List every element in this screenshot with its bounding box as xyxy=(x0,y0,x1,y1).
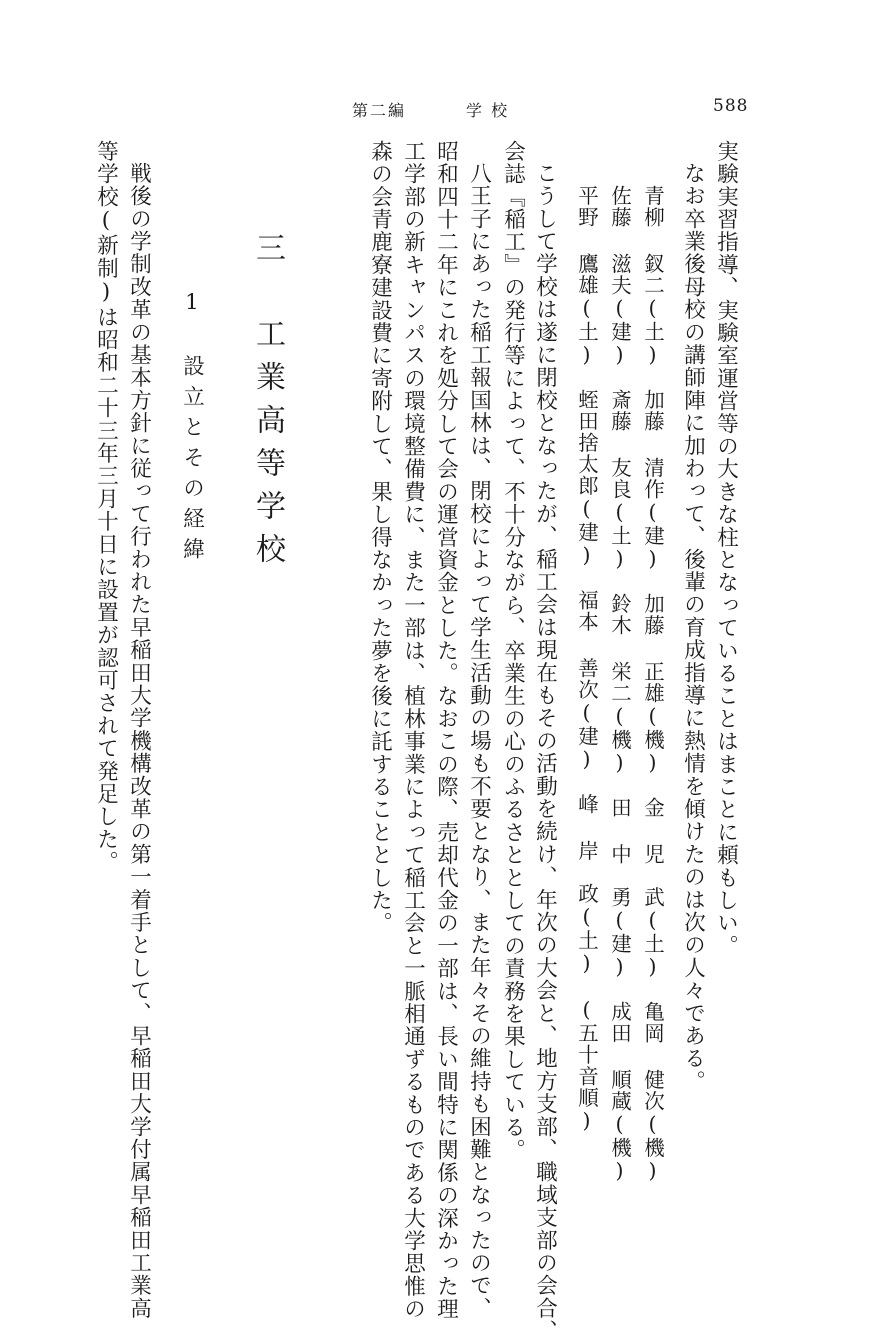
text-column: 工学部の新キャンパスの環境整備費に、また一部は、植林事業によって稲工会と一脈相通ずるものである大学思惟の xyxy=(400,140,426,1321)
name-list-column: 佐藤 滋夫(建) 斎藤 友良(土) 鈴木 栄二(機) 田 中 勇(建) 成田 順蔵(機) xyxy=(607,185,632,1184)
chapter-label: 第二編 xyxy=(352,101,407,120)
name-list-column: 青柳 釵二(土) 加藤 清作(建) 加藤 正雄(機) 金 児 武(土) 亀岡 健次(機) xyxy=(640,185,665,1184)
section-heading: 三 工業高等学校 xyxy=(250,232,285,576)
section-label: 学 校 xyxy=(466,101,510,120)
text-column: 昭和四十二年にこれを処分して会の運営資金とした。なおこの際、売却代金の一部は、長い間特に関係の深かった理 xyxy=(433,140,459,1321)
text-column: 等学校(新制)は昭和二十三年三月十日に設置が認可されて発足した。 xyxy=(93,140,119,874)
running-header xyxy=(352,98,509,121)
text-column: 会誌『稲工』の発行等によって、不十分ながら、卒業生の心のふるさととしての責務を果している。 xyxy=(500,140,526,1162)
name-list-column: 平野 鷹雄(土) 蛭田捨太郎(建) 福本 善次(建) 峰 岸 政(土) (五十音順) xyxy=(574,185,599,1134)
text-column: なお卒業後母校の講師陣に加わって、後輩の育成指導に熱情を傾けたのは次の人々である。 xyxy=(680,162,706,1093)
text-column: 戦後の学制改革の基本方針に従って行われた早稲田大学機構改革の第一着手として、早稲田大学付属早稲田工業高 xyxy=(126,162,152,1320)
text-column: 実験実習指導、実験室運営等の大きな柱となっていることはまことに頼もしい。 xyxy=(713,140,739,958)
text-column: 八王子にあった稲工報国林は、閉校によって学生活動の場も不要となり、また年々その維持も困難となったので、 xyxy=(466,162,492,1320)
subsection-heading: 1 設立とその経緯 xyxy=(179,290,205,568)
text-column: 森の会青鹿寮建設費に寄附して、果し得なかった夢を後に託することとした。 xyxy=(367,140,393,935)
text-column: こうして学校は遂に閉校となったが、稲工会は現在もその活動を続け、年次の大会と、地方支部、職域支部の会合、 xyxy=(532,162,558,1342)
page-number: 588 xyxy=(713,96,749,116)
